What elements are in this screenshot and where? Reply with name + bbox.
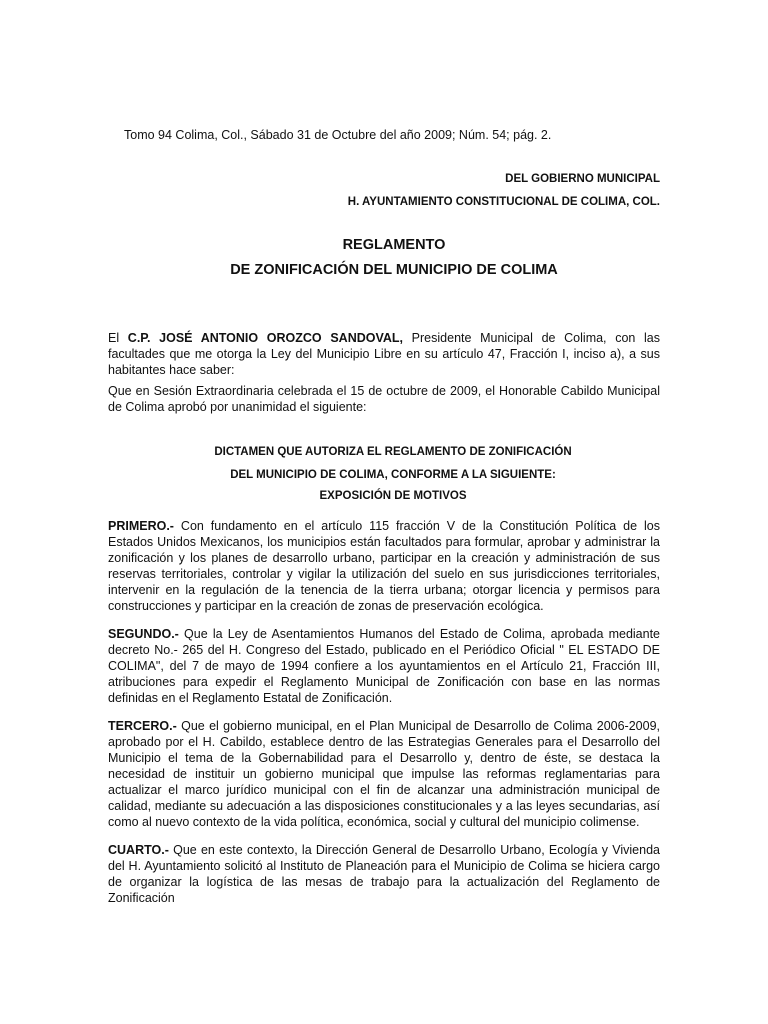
session-paragraph: Que en Sesión Extraordinaria celebrada el 15 de octubre de 2009, el Honorable Cabildo Municipal de Colima aprobó por unanimidad el siguiente: [108,384,660,414]
president-name: C.P. JOSÉ ANTONIO OROZCO SANDOVAL, [127,331,404,345]
dictamen-heading-line1: DICTAMEN QUE AUTORIZA EL REGLAMENTO DE ZONIFICACIÓN [214,446,572,458]
document-title: REGLAMENTO [342,237,446,253]
tercero-label: TERCERO.- [108,719,177,733]
cuarto-text: Que en este contexto, la Dirección General de Desarrollo Urbano, Ecología y Vivienda del H. Ayuntamiento solicitó al Instituto de Planeación para el Municipio de Colima se hiciera cargo de organizar la logística de las mesas de trabajo para la actualización del Reglamento de Zonificación [108,843,660,905]
intro-text: Presidente Municipal de Colima, con las facultades que me otorga la Ley del Municipio Libre en su artículo 47, Fracción I, inciso a), a sus habitantes hace saber: [108,331,660,377]
issue-line: Tomo 94 Colima, Col., Sábado 31 de Octubre del año 2009; Núm. 54; pág. 2. [124,128,552,142]
tercero-text: Que el gobierno municipal, en el Plan Municipal de Desarrollo de Colima 2006-2009, aprobado por el H. Cabildo, establece dentro de las Estrategias Generales para el Desarrollo del Municipio el tema de la Gobernabilidad para el Desarrollo y, dentro de éste, se destaca la necesidad de instituir un gobierno municipal que impulse las reformas reglamentarias para actualizar el marco jurídico municipal con el fin de alcanzar una administración municipal de calidad, mediante su adecuación a las disposiciones constitucionales y a las leyes secundarias, así como al nuevo contexto de la vida política, económica, social y cultural del municipio colimense. [108,719,660,829]
exposicion-heading: EXPOSICIÓN DE MOTIVOS [319,490,467,502]
cuarto-label: CUARTO.- [108,843,169,857]
dictamen-heading-line2: DEL MUNICIPIO DE COLIMA, CONFORME A LA SIGUIENTE: [230,469,556,481]
primero-text: Con fundamento en el artículo 115 fracción V de la Constitución Política de los Estados Unidos Mexicanos, los municipios están facultados para formular, aprobar y administrar la zonificación y los planes de desarrollo urbano, participar en la creación y administración de sus reservas territoriales, controlar y vigilar la utilización del suelo en sus jurisdicciones territoriales, intervenir en la regulación de la tenencia de la tierra urbana; otorgar licencia y permisos para construcciones y participar en la creación de zonas de preservación ecológica. [108,519,660,613]
segundo-label: SEGUNDO.- [108,627,179,641]
segundo-paragraph [108,626,660,706]
primero-label: PRIMERO.- [108,519,174,533]
cuarto-paragraph [108,842,660,906]
tercero-paragraph [108,718,660,830]
ayuntamiento-heading: H. AYUNTAMIENTO CONSTITUCIONAL DE COLIMA, COL. [347,196,660,208]
document-subtitle: DE ZONIFICACIÓN DEL MUNICIPIO DE COLIMA [230,262,558,278]
primero-paragraph [108,518,660,614]
government-heading: DEL GOBIERNO MUNICIPAL [505,173,660,185]
intro-prefix: El [108,331,128,345]
intro-paragraph [108,330,660,378]
segundo-text: Que la Ley de Asentamientos Humanos del Estado de Colima, aprobada mediante decreto No.- 265 del H. Congreso del Estado, publicado en el Periódico Oficial " EL ESTADO DE COLIMA", del 7 de mayo de 1994 confiere a los ayuntamientos en el Artículo 21, Fracción III, atribuciones para expedir el Reglamento Municipal de Zonificación con base en las normas definidas en el Reglamento Estatal de Zonificación. [108,627,660,705]
